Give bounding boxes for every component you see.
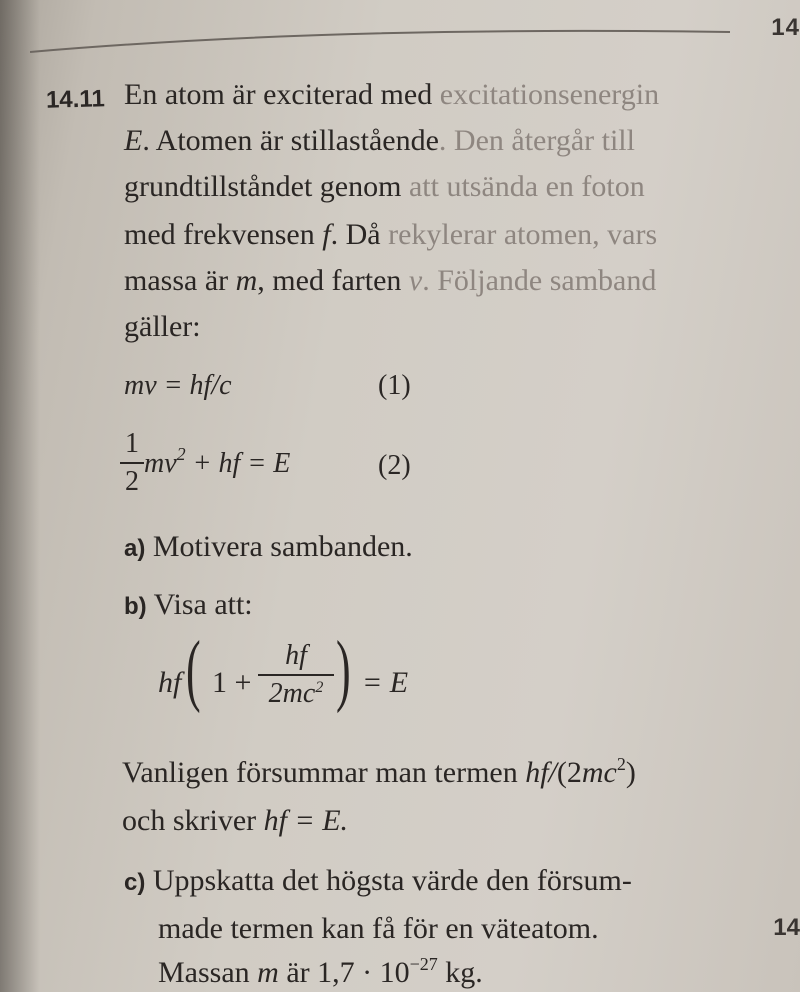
problem-line-2	[124, 126, 635, 156]
fraction-numerator: 1	[125, 428, 139, 459]
part-b	[124, 590, 253, 620]
part-a-text: Motivera sambanden.	[152, 530, 413, 563]
header-rule	[30, 20, 750, 60]
problem-line-4	[124, 220, 657, 250]
part-a	[124, 532, 413, 562]
problem-text: . Då	[330, 218, 389, 251]
right-parenthesis: )	[335, 626, 351, 714]
problem-line-6	[124, 312, 201, 342]
problem-line-1	[124, 80, 659, 110]
problem-text: massa är	[124, 264, 236, 297]
problem-text: En atom är exciterad med	[124, 78, 440, 111]
problem-line-3	[124, 172, 645, 202]
part-c-line-1	[124, 866, 632, 896]
equation-2-label: (2)	[378, 450, 411, 481]
equation-term: mv	[144, 448, 177, 479]
problem-text: gäller:	[124, 310, 201, 343]
part-c-line-2: made termen kan få för en väteatom.	[158, 912, 599, 945]
problem-text: , med farten	[257, 264, 409, 297]
part-a-letter: a)	[124, 535, 146, 562]
left-parenthesis: (	[185, 626, 201, 714]
problem-text-faded: rekylerar atomen, vars	[388, 218, 658, 251]
formula-one-plus: 1 +	[212, 666, 252, 699]
note-text: Vanligen försummar man termen	[122, 756, 526, 789]
exponent: 2	[176, 444, 186, 464]
part-c-line-3	[158, 954, 483, 989]
equation-term: + hf = E	[185, 448, 291, 479]
part-b-text: Visa att:	[153, 588, 253, 621]
energy-symbol: E	[124, 124, 143, 157]
part-c-text: Uppskatta det högsta värde den försum-	[152, 864, 632, 897]
problem-text-faded: att utsända en foton	[408, 170, 645, 203]
problem-text: med frekvensen	[124, 218, 323, 251]
part-b-letter: b)	[124, 593, 147, 620]
mass-symbol: m	[235, 264, 258, 297]
note-math: mc	[581, 756, 617, 789]
formula-hf: hf	[158, 666, 182, 699]
fraction-denominator: 2	[125, 466, 139, 497]
denominator-text: 2mc	[268, 678, 316, 709]
exponent: 2	[616, 754, 626, 774]
problem-line-5	[124, 266, 656, 296]
problem-text: grundtillståndet genom	[124, 170, 409, 203]
equation-2-fraction	[120, 428, 144, 498]
margin-number: 14	[773, 914, 800, 941]
part-c-text: Massan	[158, 956, 258, 989]
equation-2-body	[144, 444, 291, 479]
frequency-symbol: f	[322, 218, 331, 251]
exponent: 2	[315, 679, 324, 696]
page-gutter-shadow	[0, 0, 40, 992]
exponent: −27	[409, 954, 438, 974]
problem-text-faded: excitationsenergin	[439, 78, 660, 111]
fraction-numerator: hf	[285, 640, 307, 671]
equation-1: mv = hf/c	[124, 370, 232, 401]
note-text: och skriver	[122, 804, 264, 837]
note-math: )	[625, 756, 636, 789]
fraction-denominator	[258, 678, 334, 710]
note-math: hf = E.	[263, 804, 349, 837]
part-c-letter: c)	[124, 869, 146, 896]
formula-fraction	[258, 640, 334, 710]
mass-symbol: m	[257, 956, 279, 989]
note-line-1	[122, 754, 636, 789]
problem-text-faded: . Den återgår till	[438, 124, 635, 157]
equation-1-label: (1)	[378, 370, 411, 401]
problem-number: 14.11	[45, 85, 106, 114]
velocity-symbol: v	[408, 264, 423, 297]
formula-rhs: = E	[362, 666, 409, 699]
note-math: (2	[556, 756, 582, 789]
fraction-bar	[120, 462, 144, 464]
problem-text: . Atomen är stillastående	[142, 124, 439, 157]
part-c-text: är 1,7 · 10	[278, 956, 410, 989]
page-number: 14	[771, 14, 800, 41]
note-line-2	[122, 806, 348, 836]
part-c-text: kg.	[437, 956, 483, 989]
note-math: hf/	[525, 756, 557, 789]
problem-text-faded: . Följande samband	[422, 264, 657, 297]
fraction-bar	[258, 674, 334, 676]
